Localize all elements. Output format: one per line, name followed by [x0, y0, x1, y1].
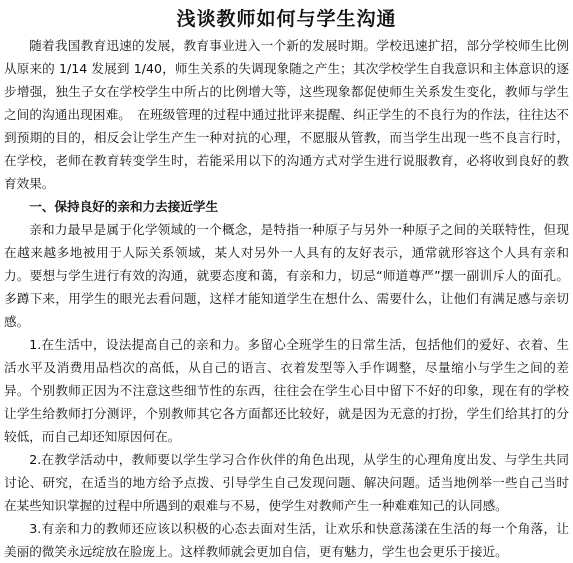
- article-body: [4, 34, 569, 563]
- section-paragraph: 1.在生活中，设法提高自己的亲和力。多留心全班学生的日常生活，包括他们的爱好、衣着、生活水平及消费用品档次的高低，从自己的语言、衣着发型等入手作调整，尽量缩小与学生之间的差异。个别教师正因为不注意这些细节性的东西，往往会在学生心目中留下不好的印象，现在有的学校让学生给教师打分测评，个别教师其它各方面都还比较好，就是因为无意的打扮，学生们给其打的分较低，而自己却还知原因何在。: [4, 337, 569, 444]
- intro-paragraph: 随着我国教育迅速的发展，教育事业进入一个新的发展时期。学校迅速扩招，部分学校师生比例从原来的 1/14 发展到 1/40，师生关系的失调现象随之产生；其次学校学生自我意识和主体意识的逐步增强，独生子女在学校学生中所占的比例增大等，这些现象都促使师生关系发生变化，教师与学生之间的沟通出现困难。 在班级管理的过程中通过批评来提醒、纠正学生的不良行为的作法，往往达不到预期的目的，相反会让学生产生一种对抗的心理，不愿服从管教，而当学生出现一些不良言行时，在学校，老师在教育转变学生时，若能采用以下的沟通方式对学生进行说服教育，必将收到良好的教育效果。: [4, 38, 569, 191]
- section-paragraph: 亲和力最早是属于化学领域的一个概念，是特指一种原子与另外一种原子之间的关联特性，但现在越来越多地被用于人际关系领域，某人对另外一人具有的友好表示，通常就形容这个人具有亲和力。要想与学生进行有效的沟通，就要态度和蔼，有亲和力，切忌“师道尊严”摆一副训斥人的面孔。多蹲下来，用学生的眼光去看问题，这样才能知道学生在想什么、需要什么，让他们有满足感与亲切感。: [4, 222, 569, 329]
- section-paragraph: 3.有亲和力的教师还应该以积极的心态去面对生活，让欢乐和快意荡漾在生活的每一个角落，让美丽的微笑永远绽放在脸庞上。这样教师就会更加自信，更有魅力，学生也会更乐于接近。: [4, 521, 569, 559]
- article-title: 浅谈教师如何与学生沟通: [176, 8, 397, 30]
- section-paragraph: 2.在教学活动中，教师要以学生学习合作伙伴的角色出现，从学生的心理角度出发、与学生共同讨论、研究，在适当的地方给予点拨、引导学生自己发现问题、解决问题。适当地例举一些自己当时在某些知识掌握的过程中所遇到的艰难与不易，使学生对教师产生一种难难知己的认同感。: [4, 452, 569, 513]
- section-heading: 一、保持良好的亲和力去接近学生: [29, 199, 219, 214]
